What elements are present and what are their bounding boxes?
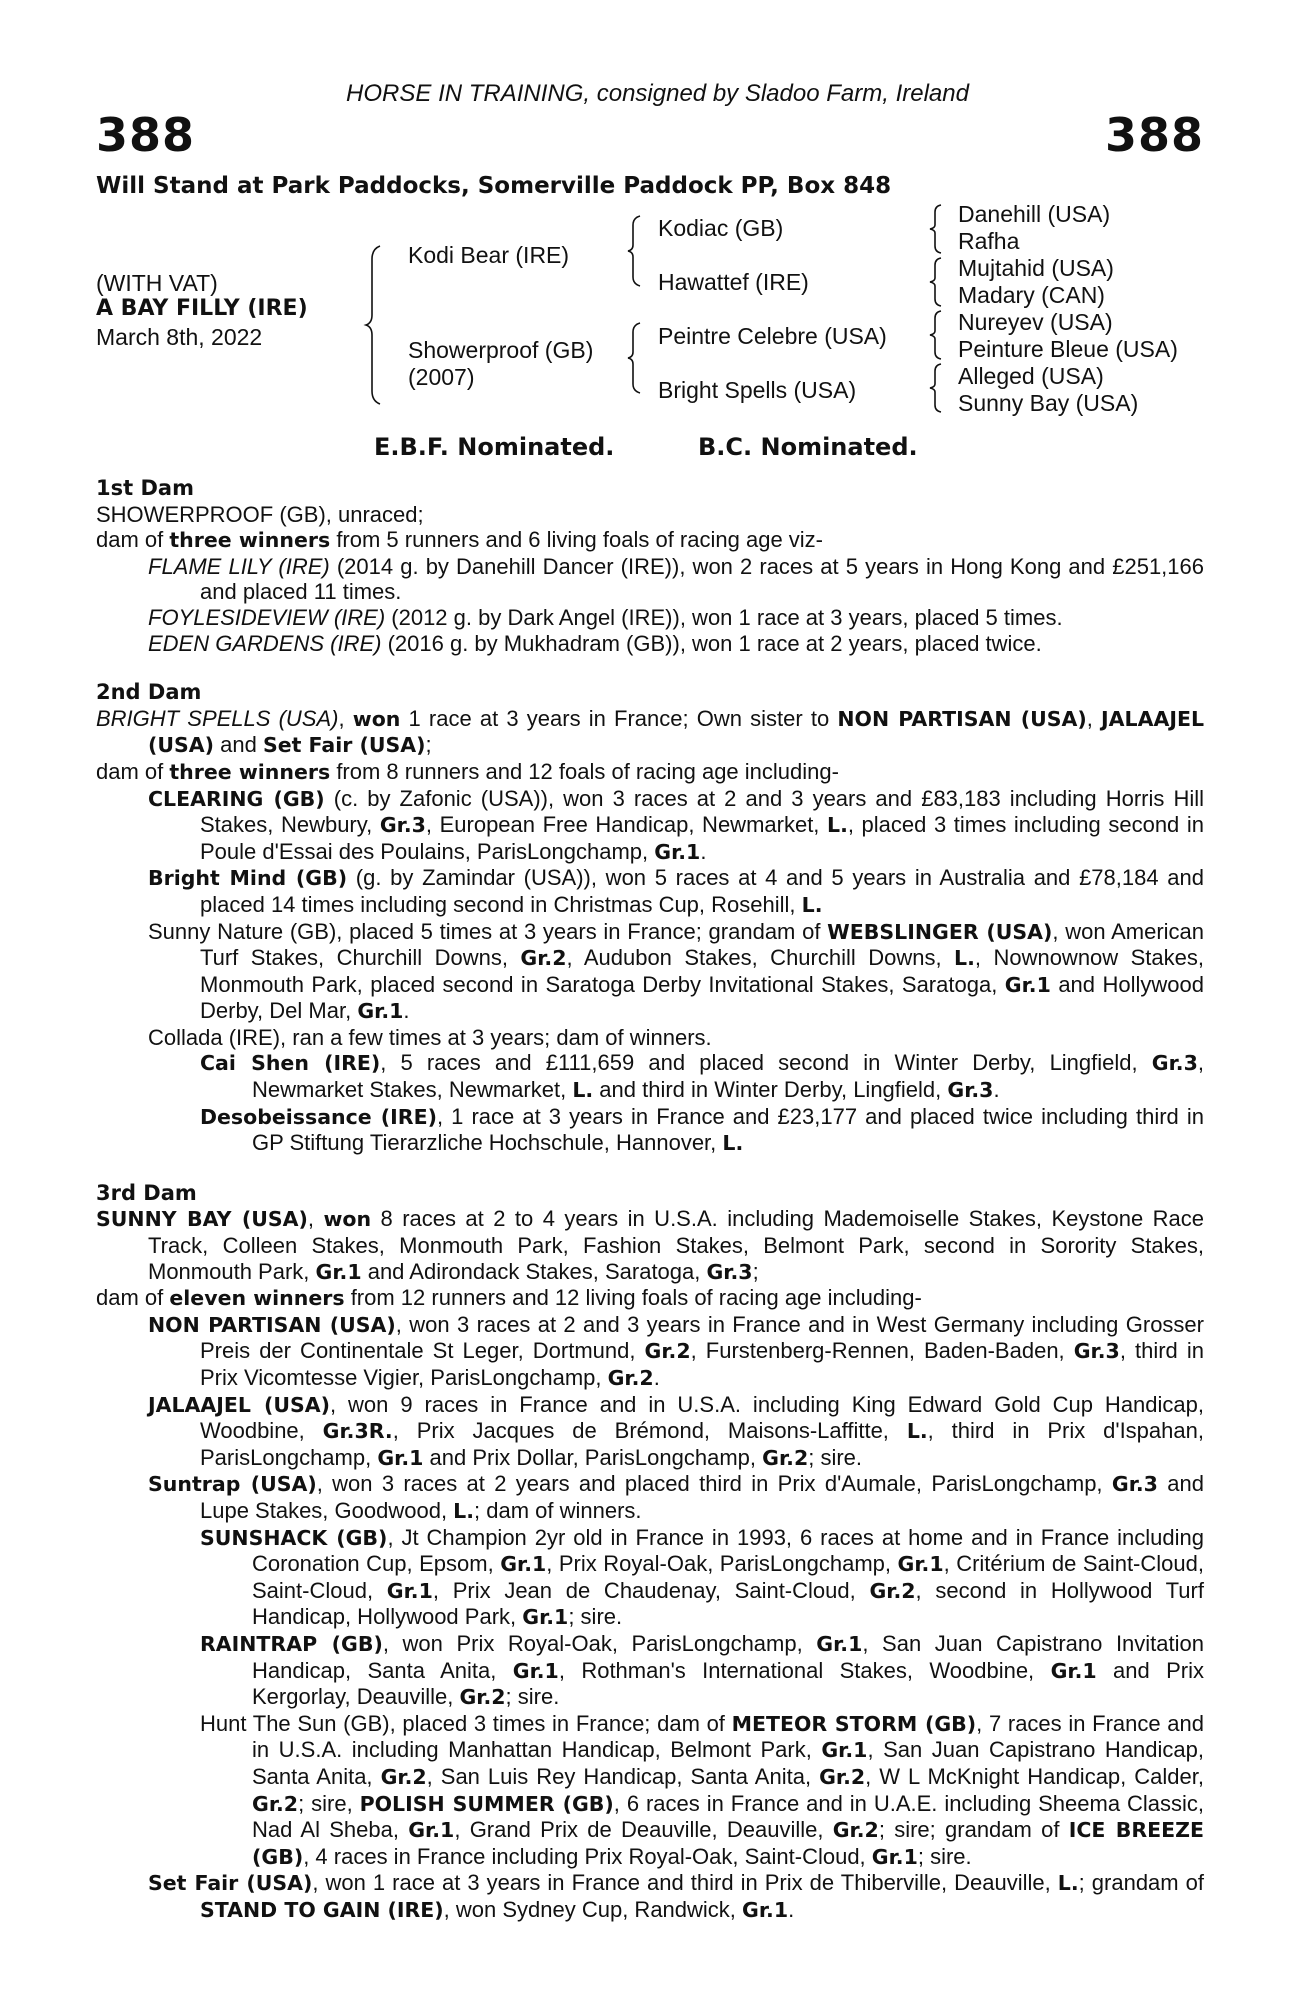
produce-record: (2014 g. by Danehill Dancer (IRE)), won 2 races at 5 years in Hong Kong and £251,166 and placed 11 times. [200,553,1204,605]
grade: Gr.1 [871,1844,918,1869]
text-run: , [307,1206,324,1232]
grand-produce-entry [200,1711,1204,1871]
stand-info: Will Stand at Park Paddocks, Somerville Paddock PP, Box 848 [96,173,892,199]
produce-name: NON PARTISAN (USA) [148,1312,396,1337]
text-run: , 5 races and £111,659 and placed second in Winter Derby, Lingfield, [380,1050,1152,1076]
grade: Gr.3 [379,813,426,838]
grade: Gr.1 [408,1818,455,1843]
section-gap [96,656,1204,680]
text-run: , won 1 race at 3 years in France and third in Prix de Thiberville, Deauville, [312,1870,1058,1896]
grade: Gr.2 [252,1791,299,1816]
text-run: won [323,1207,372,1232]
produce-entry [148,1312,1204,1392]
grade: Gr.2 [459,1685,506,1710]
text-run: and Prix Dollar, ParisLongchamp, [423,1444,763,1470]
produce-entry [148,1870,1204,1923]
text-run: , [338,705,353,731]
text-run: , San Luis Rey Handicap, Santa Anita, [426,1763,820,1789]
produce-name: FOYLESIDEVIEW (IRE) [148,604,386,630]
text-run: , San Juan Capistrano Handicap, Santa Anita, [252,1737,1204,1789]
section-gap [96,1157,1204,1181]
produce-name: RAINTRAP (GB) [200,1631,383,1656]
grade: L. [722,1131,744,1156]
foaling-date: March 8th, 2022 [96,324,263,350]
text-run: , Critérium de Saint-Cloud, Saint-Cloud, [252,1551,1204,1603]
produce-record: (2012 g. by Dark Angel (IRE)), won 1 race at 3 years, placed 5 times. [385,604,1063,630]
grade: Gr.3R. [322,1419,393,1444]
third-dam-line [96,1206,1204,1285]
grade: L. [827,813,848,838]
relative-name: Set Fair (USA) [262,733,426,758]
text-run: and Prix Kergorlay, Deauville, [252,1657,1204,1710]
text-run: ; sire. [917,1843,972,1869]
grade: Gr.1 [1004,972,1051,997]
ancestor-7: Alleged (USA) [958,363,1104,389]
grade: Gr.2 [607,1366,654,1390]
dam: Showerproof (GB) [408,337,594,363]
grade: L. [572,1078,594,1103]
grade: Gr.1 [500,1552,547,1577]
relative-name: METEOR STORM (GB) [731,1711,977,1736]
text-run: (g. by Zamindar (USA)), won 5 races at 4 and 5 years in Australia and £78,184 and placed 14 times including second in Christmas Cup, Rosehill, [200,865,1204,917]
text-run: from 12 runners and 12 living foals of racing age including- [344,1285,922,1311]
grade: Gr.1 [357,999,404,1024]
ancestor-6: Peinture Bleue (USA) [958,336,1178,362]
grade: Gr.1 [512,1658,559,1683]
text-run: , won 3 races at 2 years and placed third in Prix d'Aumale, ParisLongchamp, [316,1471,1112,1497]
produce-name: Bright Mind (GB) [148,866,348,891]
grade: Gr.1 [386,1578,433,1603]
produce-name: EDEN GARDENS (IRE) [148,630,382,656]
text-run: won [352,706,401,731]
grade: Gr.1 [821,1738,868,1763]
grade: L. [1057,1871,1079,1896]
third-dam-heading: 3rd Dam [96,1180,197,1205]
produce-name: FLAME LILY (IRE) [148,553,330,579]
text-run: ; [752,1258,759,1284]
dam-name: SUNNY BAY (USA) [96,1207,308,1232]
text-run: , Audubon Stakes, Churchill Downs, [566,945,955,971]
text-run: , won 3 races at 2 and 3 years in France and in West Germany including Grosser Preis der Continentale St Leger, Dortmund, [200,1311,1204,1364]
first-dam-heading: 1st Dam [96,476,194,500]
sire-sire: Kodiac (GB) [658,215,784,241]
winners-count: three winners [169,759,331,784]
pedigree-bracket-g3 [930,310,948,360]
relative-name: STAND TO GAIN (IRE) [200,1897,444,1922]
dam-dam: Bright Spells (USA) [658,377,857,403]
ancestor-5: Nureyev (USA) [958,309,1113,335]
text-run: , won Prix Royal-Oak, ParisLongchamp, [382,1630,817,1656]
text-run: ; sire. [808,1444,863,1470]
text-run: , 1 race at 3 years in France and £23,177 and placed twice including third in GP Stiftung Tierarzliche Hochschule, Hannover, [252,1103,1204,1156]
produce-entry [148,865,1204,918]
ancestor-8: Sunny Bay (USA) [958,390,1139,416]
grand-produce-entry [200,1050,1204,1103]
text-run: , Jt Champion 2yr old in France in 1993, 6 races at home and in France including Coronation Cup, Epsom, [252,1524,1204,1577]
text-run: ; grandam of [1078,1870,1204,1896]
grade: Gr.1 [1050,1658,1097,1683]
produce-entry [148,786,1204,866]
text-run: , Prix Royal-Oak, ParisLongchamp, [546,1551,898,1577]
produce-entry [148,1471,1204,1524]
text-run: , [1086,705,1102,731]
ancestor-2: Rafha [958,228,1020,254]
text-run: from 5 runners and 6 living foals of racing age viz- [330,527,824,553]
text-run: , Nownownow Stakes, Monmouth Park, placed second in Saratoga Derby Invitational Stakes, Saratoga, [200,945,1204,997]
produce-name: Hunt The Sun (GB), placed 3 times in France; dam of [200,1710,732,1736]
text-run: , 7 races in France and in U.S.A. including Manhattan Handicap, Belmont Park, [252,1710,1204,1763]
bc-nomination: B.C. Nominated. [698,433,918,461]
text-run: , San Juan Capistrano Invitation Handicap, Santa Anita, [252,1630,1205,1683]
second-dam-produce-summary [96,759,1204,786]
relative-name: NON PARTISAN (USA) [837,706,1087,731]
text-run: ; dam of winners. [474,1497,642,1523]
ancestor-1: Danehill (USA) [958,201,1111,227]
produce-entry [148,554,1204,605]
dam-sire: Peintre Celebre (USA) [658,323,887,349]
relative-name: POLISH SUMMER (GB) [359,1791,614,1816]
grade: L. [954,946,975,971]
text-run: , Grand Prix de Deauville, Deauville, [454,1817,833,1843]
text-run: and [214,732,263,758]
grade: Gr.3 [706,1259,753,1284]
first-dam-description: SHOWERPROOF (GB), unraced; [96,501,424,527]
text-run: 8 races at 2 to 4 years in U.S.A. including Mademoiselle Stakes, Keystone Race Track, Colleen Stakes, Monmouth Park, Fashion Stakes, Belmont Park, second in Sorority Stakes, Monmouth Park, [148,1206,1204,1284]
produce-name: SUNSHACK (GB) [200,1525,388,1550]
text-run: (c. by Zafonic (USA)), won 3 races at 2 and 3 years and £83,183 including Horris Hill Stakes, Newbury, [200,785,1204,838]
grade: Gr.1 [315,1259,362,1284]
text-run: . [700,838,707,864]
text-run: , Furstenberg-Rennen, Baden-Baden, [690,1338,1074,1364]
text-run: . [993,1077,1000,1103]
grade: Gr.3 [947,1078,994,1103]
grade: Gr.1 [897,1552,944,1577]
third-dam-produce-summary [96,1285,1204,1312]
text-run: and Hollywood Derby, Del Mar, [200,971,1204,1024]
grade: L. [906,1419,928,1444]
pedigree-notes [96,476,1204,1923]
grand-produce-entry [200,1631,1204,1711]
grade: Gr.1 [816,1631,863,1656]
grade: Gr.2 [762,1445,809,1470]
produce-name: Collada (IRE), ran a few times at 3 years; dam of winners. [148,1024,712,1050]
text-run: dam of [96,758,170,784]
text-run: , won 9 races in France and in U.S.A. including King Edward Gold Cup Handicap, Woodbine, [200,1391,1204,1444]
produce-entry [148,1392,1204,1472]
winners-count: eleven winners [169,1286,345,1311]
pedigree-bracket-g4 [930,363,948,413]
pedigree-bracket-main [366,245,388,405]
pedigree-bracket-dam [628,322,648,394]
dam-year: (2007) [408,364,475,390]
grade: Gr.1 [522,1605,569,1630]
text-run: . [653,1365,660,1390]
produce-record: (2016 g. by Mukhadram (GB)), won 1 race at 2 years, placed twice. [381,630,1042,656]
produce-entry [148,631,1204,657]
grade: Gr.2 [832,1818,879,1843]
text-run: ; sire; grandam of [878,1817,1069,1843]
horse-name: A BAY FILLY (IRE) [96,296,308,321]
text-run: and Lupe Stakes, Goodwood, [200,1471,1204,1523]
grade: Gr.2 [819,1764,866,1789]
grade: Gr.2 [520,946,567,971]
grand-produce-entry [200,1525,1204,1631]
grade: Gr.1 [654,839,701,864]
produce-name: Desobeissance (IRE) [200,1104,437,1129]
sire-dam: Hawattef (IRE) [658,269,809,295]
grade: Gr.3 [1073,1339,1120,1364]
grade: Gr.2 [380,1764,427,1789]
text-run: , Rothman's International Stakes, Woodbine, [558,1657,1051,1683]
text-run: ; sire. [505,1684,560,1710]
sire: Kodi Bear (IRE) [408,242,570,268]
text-run: , 4 races in France including Prix Royal-Oak, Saint-Cloud, [303,1843,872,1869]
produce-name: Suntrap (USA) [148,1472,317,1497]
produce-name: Set Fair (USA) [148,1871,313,1896]
text-run: . [788,1896,795,1922]
grade: Gr.1 [742,1897,789,1922]
text-run: from 8 runners and 12 foals of racing age including- [330,758,839,784]
text-run: ; sire. [568,1604,623,1630]
consignment-subtitle: HORSE IN TRAINING, consigned by Sladoo Farm, Ireland [346,80,969,107]
text-run: , Prix Jean de Chaudenay, Saint-Cloud, [432,1577,870,1603]
ancestor-3: Mujtahid (USA) [958,255,1114,281]
text-run: , European Free Handicap, Newmarket, [425,812,827,838]
vat-label: (WITH VAT) [96,270,218,296]
pedigree-bracket-sire [628,215,648,287]
winners-count: three winners [169,528,331,553]
grand-produce-entry [200,1104,1204,1157]
first-dam-line [96,502,1204,528]
first-dam-produce-summary [96,527,1204,554]
text-run: , third in Prix d'Ispahan, ParisLongchamp, [200,1418,1204,1470]
text-run: , W L McKnight Handicap, Calder, [865,1763,1204,1789]
relative-name: JALAAJEL (USA) [148,706,1205,758]
grade: Gr.2 [644,1339,691,1364]
grade: Gr.2 [869,1578,916,1603]
text-run: , Prix Jacques de Brémond, Maisons-Laffitte, [392,1418,907,1444]
produce-name: Cai Shen (IRE) [200,1051,381,1076]
second-dam-line [96,706,1204,759]
grade: L. [453,1498,475,1523]
text-run: and third in Winter Derby, Lingfield, [593,1077,948,1103]
pedigree-bracket-g2 [930,257,948,307]
grade: L. [801,892,823,917]
produce-name: JALAAJEL (USA) [148,1392,330,1417]
text-run: , won American Turf Stakes, Churchill Downs, [200,918,1205,971]
produce-name: CLEARING (GB) [148,786,325,811]
text-run: , third in Prix Vicomtesse Vigier, ParisLongchamp, [200,1338,1204,1390]
ancestor-4: Madary (CAN) [958,282,1105,308]
grade: Gr.3 [1111,1472,1158,1497]
ebf-nomination: E.B.F. Nominated. [374,433,615,461]
text-run: dam of [96,1285,170,1311]
second-dam-heading: 2nd Dam [96,680,202,705]
text-run: 1 race at 3 years in France; Own sister to [400,705,838,731]
produce-name: Sunny Nature (GB), placed 5 times at 3 years in France; grandam of [148,918,828,944]
text-run: and Adirondack Stakes, Saratoga, [361,1258,707,1284]
text-run: , Newmarket Stakes, Newmarket, [252,1050,1204,1103]
text-run: dam of [96,527,170,553]
produce-entry [148,919,1204,1025]
produce-entry [148,1025,1204,1051]
text-run: . [403,998,410,1024]
grade: Gr.3 [1151,1051,1198,1076]
relative-name: ICE BREEZE (GB) [252,1818,1204,1869]
dam-name: BRIGHT SPELLS (USA) [96,705,339,731]
pedigree-bracket-g1 [930,204,948,254]
grade: Gr.1 [377,1445,424,1470]
lot-number-left: 388 [96,108,196,162]
text-run: , second in Hollywood Turf Handicap, Hollywood Park, [252,1577,1204,1630]
text-run: , 6 races in France and in U.A.E. including Sheema Classic, Nad Al Sheba, [252,1790,1204,1843]
text-run: ; [425,732,432,758]
text-run: , won Sydney Cup, Randwick, [443,1896,743,1922]
text-run: , placed 3 times including second in Poule d'Essai des Poulains, ParisLongchamp, [200,812,1204,864]
produce-entry [148,605,1204,631]
relative-name: WEBSLINGER (USA) [827,919,1053,944]
lot-number-right: 388 [1104,108,1204,162]
text-run: ; sire, [298,1790,360,1816]
